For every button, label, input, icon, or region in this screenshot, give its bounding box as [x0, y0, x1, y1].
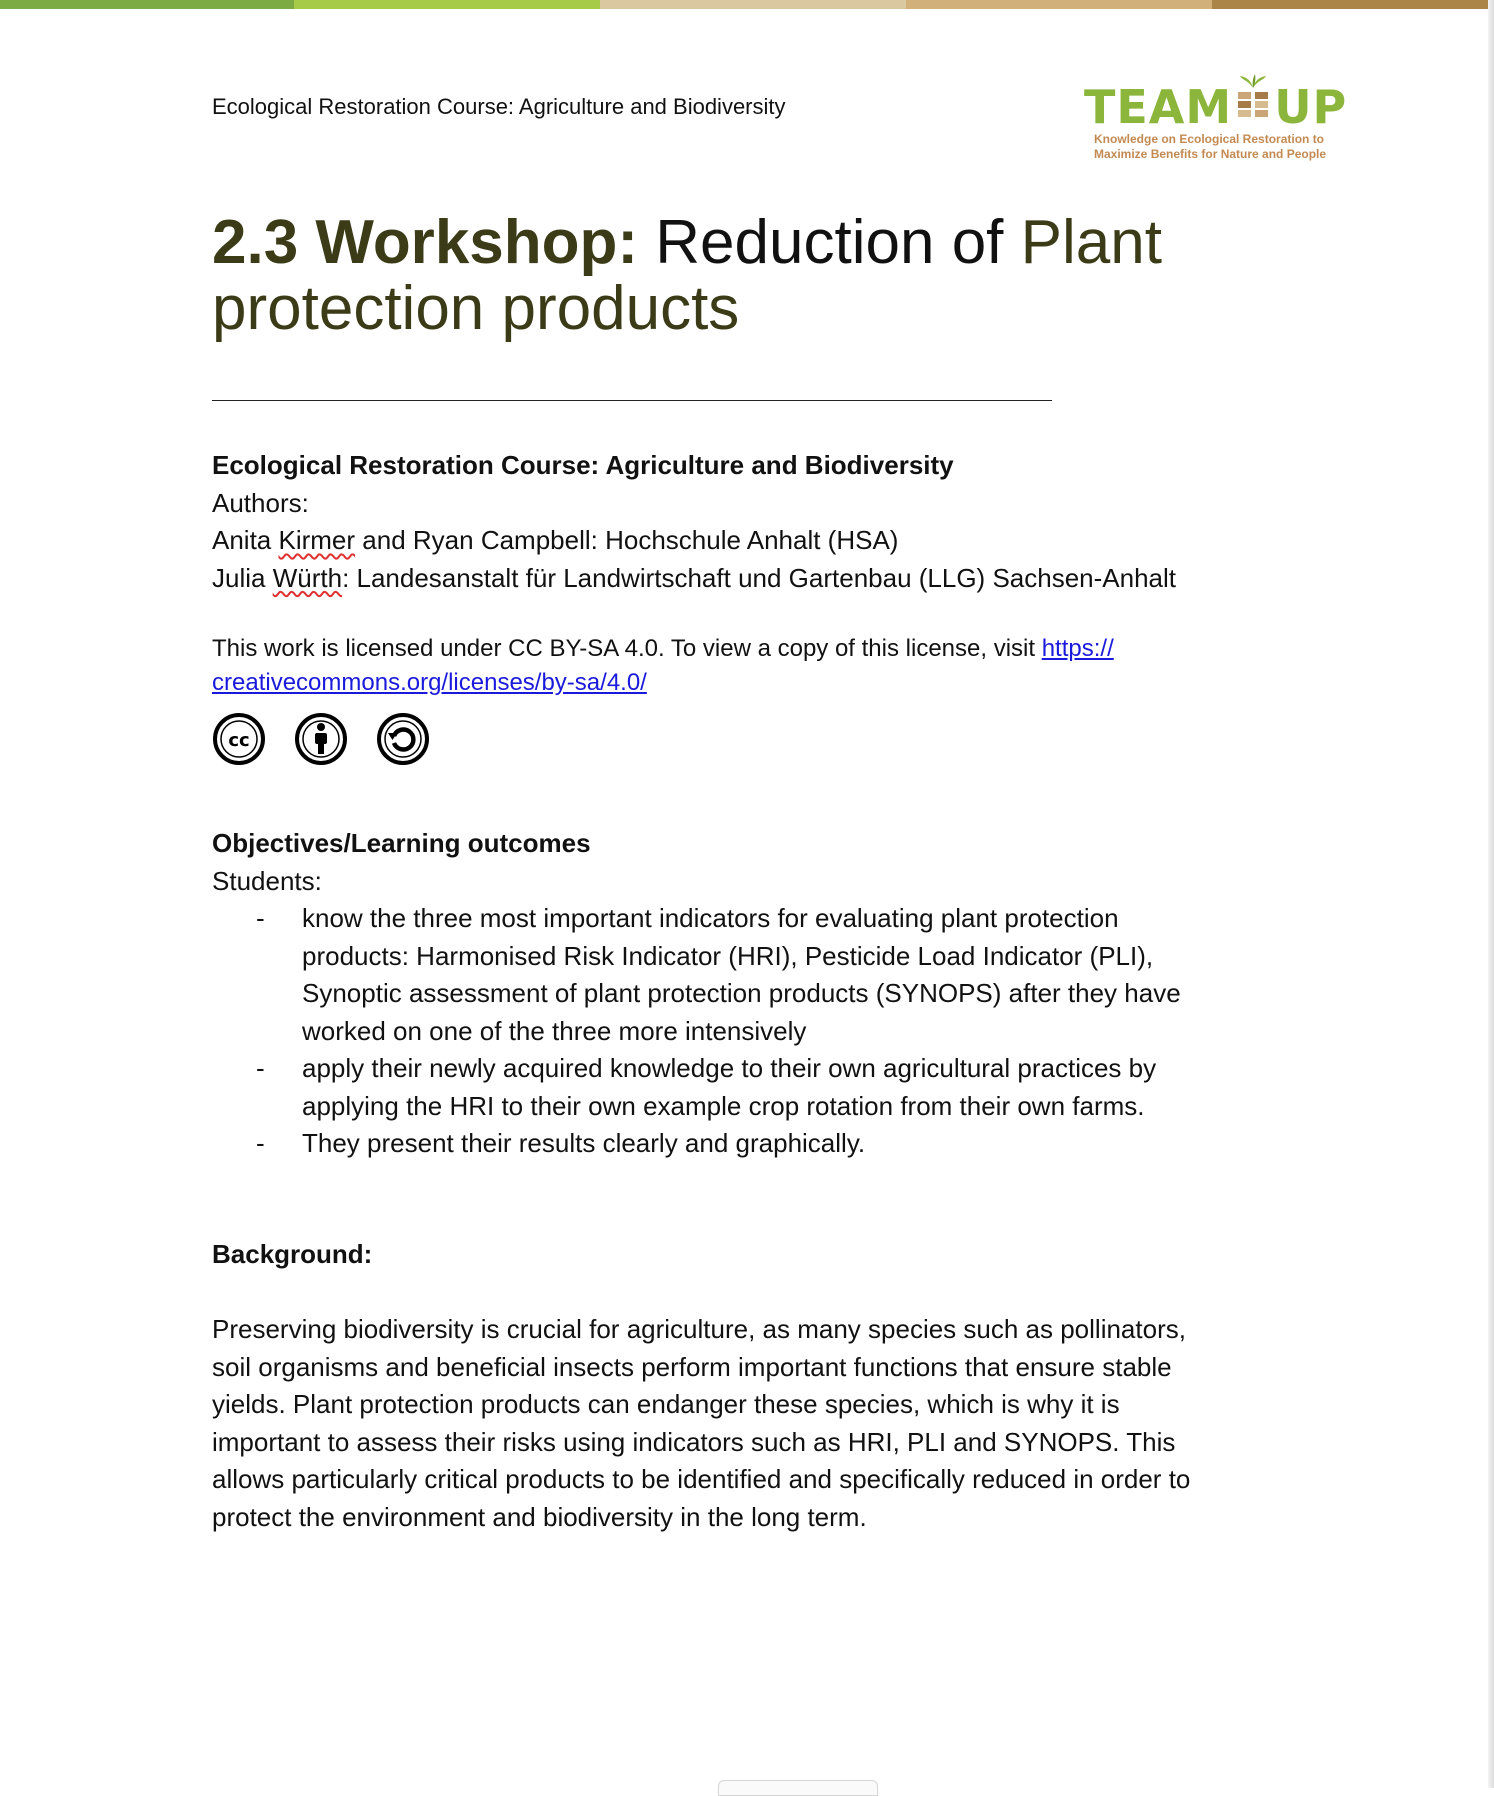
list-item	[212, 900, 1292, 1050]
objectives-section	[212, 825, 1292, 900]
cc-license-icons	[212, 712, 430, 768]
top-bar-segment-2	[294, 0, 600, 9]
list-bullet: -	[256, 903, 265, 933]
license-text: This work is licensed under CC BY-SA 4.0. To view a copy of this license, visit	[212, 635, 1036, 662]
authors-label: Authors:	[212, 487, 309, 518]
paragraph-line: yields. Plant protection products can endanger these species, which is why it is	[212, 1389, 1120, 1419]
objectives-heading: Objectives/Learning outcomes	[212, 828, 591, 858]
author-line	[212, 560, 1292, 598]
list-item	[212, 1050, 1292, 1125]
list-item-line: worked on one of the three more intensively	[302, 1015, 807, 1046]
license-link[interactable]: creativecommons.org/licenses/by-sa/4.0/	[212, 669, 647, 696]
objectives-list	[212, 900, 1292, 1163]
spellcheck-flagged-word[interactable]: Würth	[272, 562, 343, 593]
logo-wordmark	[1084, 80, 1348, 134]
spellcheck-flagged-word[interactable]: Kirmer	[278, 525, 356, 555]
objectives-intro: Students:	[212, 865, 322, 896]
author-text: : Landesanstalt für Landwirtschaft und Gartenbau (LLG) Sachsen-Anhalt	[342, 562, 1177, 593]
title-number: 2.3 Workshop:	[212, 208, 639, 277]
author-text: Anita	[212, 525, 272, 555]
author-text: Julia	[212, 562, 266, 593]
author-line	[212, 522, 1292, 560]
logo-word-left: TEAM	[1084, 80, 1233, 134]
title-text-olive: Plant	[1020, 208, 1162, 277]
paragraph-line: protect the environment and biodiversity in the long term.	[212, 1501, 867, 1532]
license-notice	[212, 632, 1292, 700]
title-text-olive: protection products	[212, 274, 740, 343]
top-bar-segment-5	[1212, 0, 1494, 9]
teamup-logo	[1084, 60, 1374, 170]
horizontal-rule	[212, 400, 1052, 401]
course-heading: Ecological Restoration Course: Agriculture and Biodiversity	[212, 450, 954, 480]
logo-tagline-line: Knowledge on Ecological Restoration to	[1094, 132, 1325, 146]
top-bar-segment-1	[0, 0, 294, 9]
logo-mark-icon	[1234, 84, 1272, 124]
sa-icon	[376, 712, 430, 766]
list-bullet: -	[256, 1128, 265, 1158]
list-item-line: products: Harmonised Risk Indicator (HRI), Pesticide Load Indicator (PLI),	[302, 940, 1154, 971]
by-icon	[294, 712, 348, 766]
background-heading: Background:	[212, 1239, 373, 1269]
paragraph-line: Preserving biodiversity is crucial for agriculture, as many species such as pollinators,	[212, 1314, 1186, 1344]
top-color-bar	[0, 0, 1494, 9]
license-link[interactable]: https://	[1041, 635, 1114, 662]
background-paragraph	[212, 1311, 1272, 1536]
authors-section	[212, 447, 1292, 597]
list-item-line: know the three most important indicators for evaluating plant protection	[302, 903, 1119, 933]
page-bottom-tab	[718, 1780, 878, 1796]
top-bar-segment-3	[600, 0, 906, 9]
author-text: and Ryan Campbell: Hochschule Anhalt (HSA)	[362, 525, 899, 555]
top-bar-segment-4	[906, 0, 1212, 9]
paragraph-line: important to assess their risks using indicators such as HRI, PLI and SYNOPS. This	[212, 1426, 1176, 1457]
cc-glyph: cc	[228, 730, 250, 751]
list-bullet: -	[256, 1053, 265, 1083]
list-item-line: They present their results clearly and graphically.	[302, 1128, 866, 1158]
running-header: Ecological Restoration Course: Agriculture and Biodiversity	[212, 94, 786, 119]
paragraph-line: allows particularly critical products to be identified and specifically reduced in order to	[212, 1464, 1191, 1494]
list-item	[212, 1125, 1292, 1163]
list-item-line: Synoptic assessment of plant protection products (SYNOPS) after they have	[302, 978, 1181, 1008]
logo-tagline	[1094, 132, 1326, 162]
cc-icon	[212, 712, 266, 766]
page-edge-shadow	[1488, 0, 1494, 1788]
list-item-line: apply their newly acquired knowledge to their own agricultural practices by	[302, 1053, 1157, 1083]
logo-word-right: UP	[1274, 80, 1348, 134]
page-title	[212, 210, 1292, 342]
paragraph-line: soil organisms and beneficial insects perform important functions that ensure stable	[212, 1351, 1172, 1382]
title-text: Reduction of	[655, 208, 1004, 277]
list-item-line: applying the HRI to their own example crop rotation from their own farms.	[302, 1090, 1145, 1121]
logo-tagline-line: Maximize Benefits for Nature and People	[1094, 147, 1327, 161]
